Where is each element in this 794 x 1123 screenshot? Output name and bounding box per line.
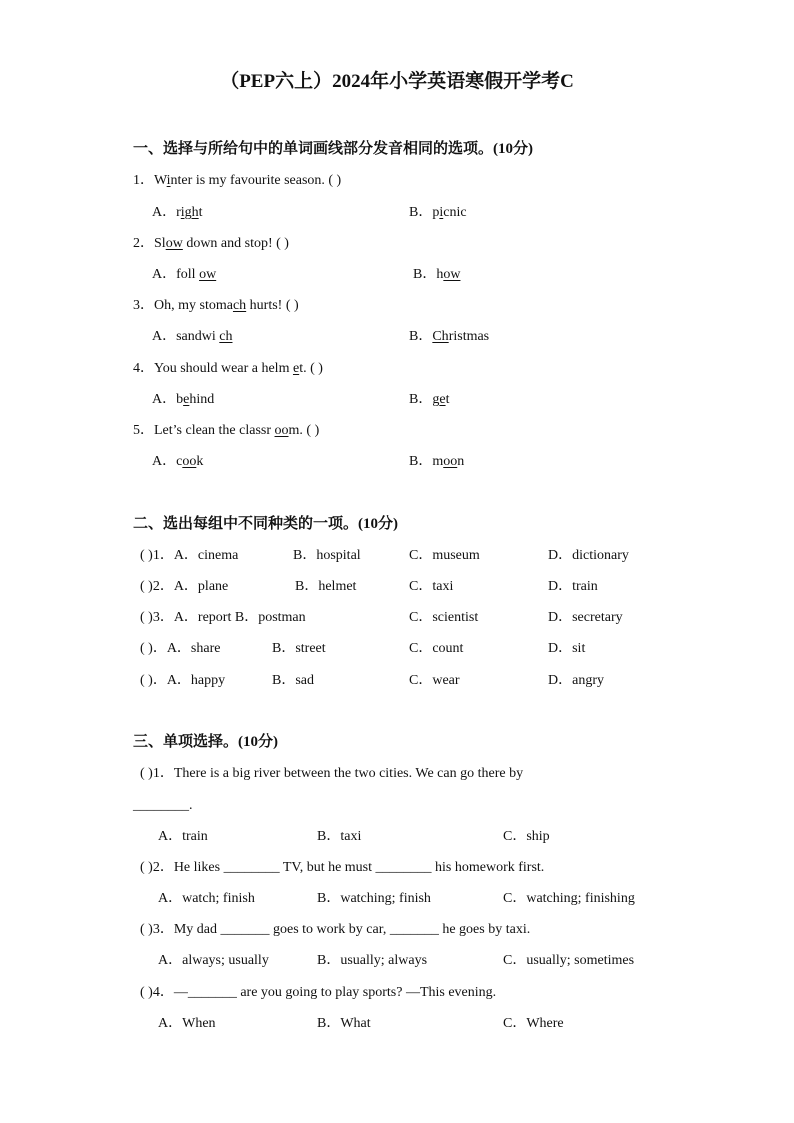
s3-q3-option-a[interactable]: A．always; usually <box>158 953 269 968</box>
s2-row-2-lead[interactable]: ( )2．A．plane <box>140 579 229 594</box>
s2-row-1-option-b[interactable]: B．hospital <box>293 548 361 563</box>
s2-row-4-option-c[interactable]: C．count <box>409 641 464 656</box>
section-1-heading: 一、选择与所给句中的单词画线部分发音相同的选项。(10分) <box>133 141 533 157</box>
s3-q4-option-a[interactable]: A．When <box>158 1016 216 1031</box>
section-2-heading: 二、选出每组中不同种类的一项。(10分) <box>133 516 398 532</box>
s2-row-2-option-c[interactable]: C．taxi <box>409 579 454 594</box>
s2-row-5-option-d[interactable]: D．angry <box>548 673 604 688</box>
s1-q3-stem: 3．Oh, my stomach hurts! ( ) <box>133 298 299 313</box>
s3-q1-option-b[interactable]: B．taxi <box>317 829 362 844</box>
s1-q2-option-b[interactable]: B．how <box>413 267 461 282</box>
s2-row-3-lead[interactable]: ( )3．A．report B．postman <box>140 610 306 625</box>
s2-row-4-option-d[interactable]: D．sit <box>548 641 586 656</box>
s1-q2-stem: 2．Slow down and stop! ( ) <box>133 236 289 251</box>
s3-q2-option-b[interactable]: B．watching; finish <box>317 891 431 906</box>
s3-q1-stem: ( )1．There is a big river between the two cities. We can go there by <box>140 766 524 781</box>
s1-q4-stem: 4．You should wear a helm et. ( ) <box>133 361 323 376</box>
s3-q3-option-c[interactable]: C．usually; sometimes <box>503 953 635 968</box>
s1-q5-stem: 5．Let’s clean the classr oom. ( ) <box>133 423 320 438</box>
s3-q1-stem-cont: ________. <box>133 798 193 813</box>
s1-q3-option-a[interactable]: A．sandwi ch <box>152 329 233 344</box>
s1-q1-option-a[interactable]: A．right <box>152 205 203 220</box>
s1-q1-option-b[interactable]: B．picnic <box>409 205 467 220</box>
s3-q1-option-c[interactable]: C．ship <box>503 829 550 844</box>
s3-q3-stem: ( )3．My dad _______ goes to work by car, _______ he goes by taxi. <box>140 922 531 937</box>
s3-q1-option-a[interactable]: A．train <box>158 829 208 844</box>
page-title: （PEP六上）2024年小学英语寒假开学考C <box>220 71 574 92</box>
s3-q2-option-a[interactable]: A．watch; finish <box>158 891 255 906</box>
s2-row-2-option-d[interactable]: D．train <box>548 579 598 594</box>
s1-q1-stem: 1．Winter is my favourite season. ( ) <box>133 173 342 188</box>
s1-q4-option-a[interactable]: A．behind <box>152 392 215 407</box>
s2-row-4-lead[interactable]: ( )．A．share <box>140 641 221 656</box>
s2-row-2-option-b[interactable]: B．helmet <box>295 579 357 594</box>
s1-q4-option-b[interactable]: B．get <box>409 392 450 407</box>
s2-row-3-option-c[interactable]: C．scientist <box>409 610 479 625</box>
s2-row-5-lead[interactable]: ( )．A．happy <box>140 673 226 688</box>
s1-q5-option-a[interactable]: A．cook <box>152 454 204 469</box>
s2-row-1-option-c[interactable]: C．museum <box>409 548 480 563</box>
s1-q2-option-a[interactable]: A．foll ow <box>152 267 217 282</box>
s2-row-1-option-d[interactable]: D．dictionary <box>548 548 629 563</box>
section-3-heading: 三、单项选择。(10分) <box>133 734 278 750</box>
s1-q3-option-b[interactable]: B．Christmas <box>409 329 490 344</box>
s2-row-3-option-d[interactable]: D．secretary <box>548 610 623 625</box>
s3-q4-option-b[interactable]: B．What <box>317 1016 371 1031</box>
s3-q4-option-c[interactable]: C．Where <box>503 1016 564 1031</box>
s3-q3-option-b[interactable]: B．usually; always <box>317 953 428 968</box>
s2-row-4-option-b[interactable]: B．street <box>272 641 326 656</box>
s1-q5-option-b[interactable]: B．moon <box>409 454 465 469</box>
s2-row-5-option-b[interactable]: B．sad <box>272 673 314 688</box>
s3-q2-stem: ( )2．He likes ________ TV, but he must ________ his homework first. <box>140 860 545 875</box>
s3-q2-option-c[interactable]: C．watching; finishing <box>503 891 635 906</box>
s3-q4-stem: ( )4．—_______ are you going to play sports? —This evening. <box>140 985 497 1000</box>
s2-row-5-option-c[interactable]: C．wear <box>409 673 460 688</box>
s2-row-1-lead[interactable]: ( )1．A．cinema <box>140 548 239 563</box>
